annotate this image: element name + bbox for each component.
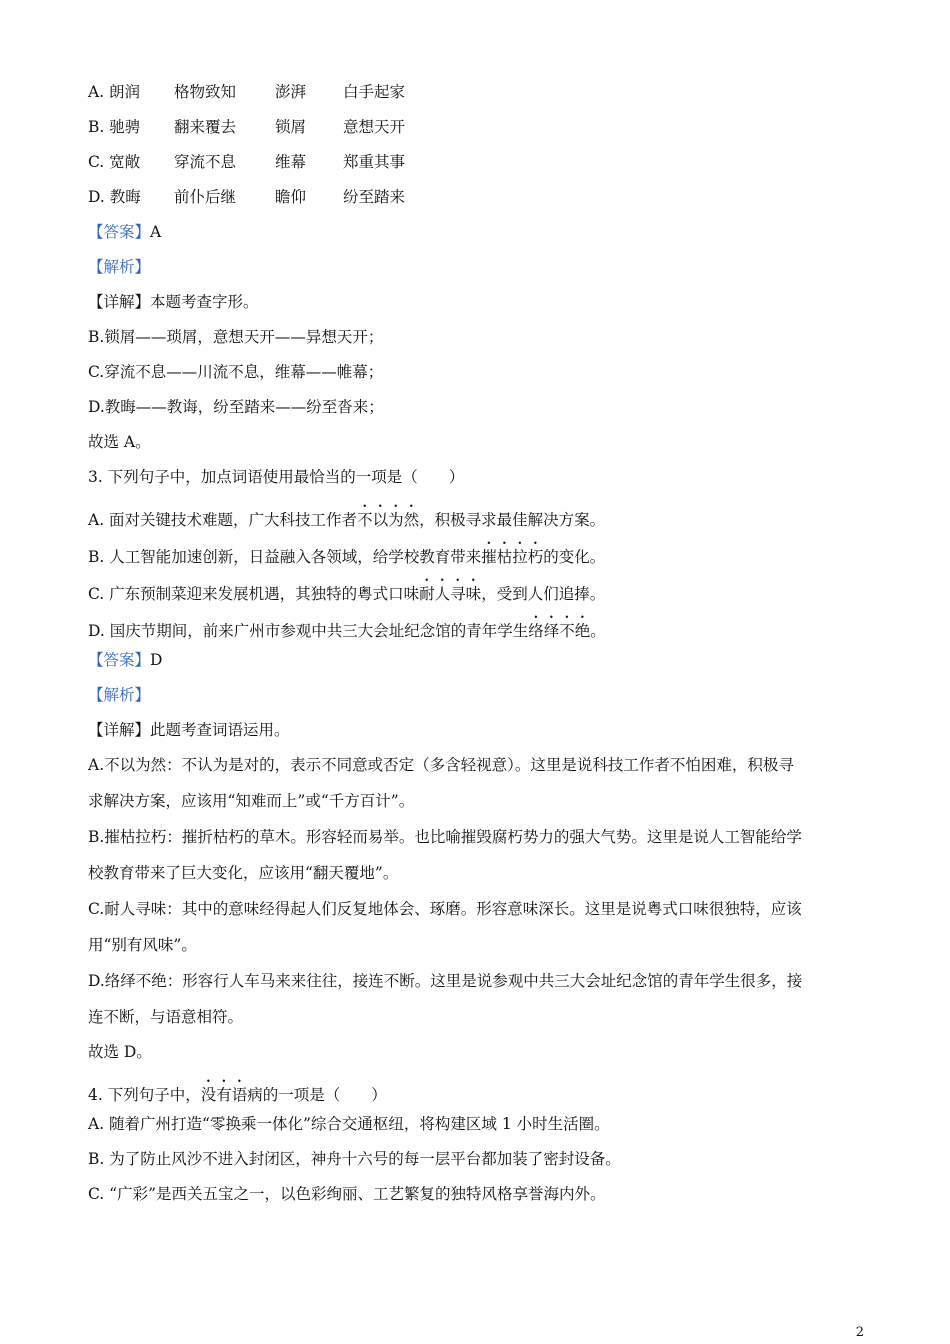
q3-line: C.耐人寻味：其中的意味经得起人们反复地体会、琢磨。形容意味深长。这里是说粤式口味很独特，应该 [88, 900, 802, 918]
q3-option-c [88, 576, 605, 604]
option-word: 瞻仰 [275, 188, 307, 206]
q3-conclusion: 故选 D。 [88, 1043, 152, 1061]
answer-value: A [150, 223, 162, 241]
q4-title [88, 1077, 387, 1105]
q3-line: B.摧枯拉朽：摧折枯朽的草木。形容轻而易举。也比喻摧毁腐朽势力的强大气势。这里是说人工智能给学 [88, 828, 802, 846]
dotted-phrase: 不以为然 [357, 511, 420, 529]
q2-answer [88, 222, 161, 242]
q2-option-a [88, 82, 405, 102]
q3-detail: 【详解】此题考查词语运用。 [88, 721, 290, 739]
q3-line: 校教育带来了巨大变化，应该用“翻天覆地”。 [88, 864, 399, 882]
option-word: 翻来覆去 [174, 118, 237, 136]
option-word: 郑重其事 [343, 153, 406, 171]
answer-value: D [150, 651, 163, 669]
q3-line: 求解决方案，应该用“知难而上”或“千方百计”。 [88, 792, 415, 810]
text: 。 [590, 622, 606, 640]
q4-option-a: A. 随着广州打造“零换乘一体化”综合交通枢纽，将构建区域 1 小时生活圈。 [88, 1115, 610, 1133]
option-word: 意想天开 [343, 118, 406, 136]
q3-line: A.不以为然：不认为是对的，表示不同意或否定（多含轻视意）。这里是说科技工作者不怕困难，积极寻 [88, 756, 794, 774]
text: 4. 下列句子中， [88, 1086, 201, 1104]
q2-line: D.教晦——教诲，纷至踏来——纷至沓来； [88, 398, 384, 416]
answer-tag: 【答案】 [88, 223, 151, 241]
text: D. 国庆节期间，前来广州市参观中共三大会址纪念馆的青年学生 [88, 622, 529, 640]
dotted-phrase: 摧枯拉朽 [481, 548, 544, 566]
q2-analysis-tag: 【解析】 [88, 258, 151, 276]
option-word: 格物致知 [174, 83, 237, 101]
option-label: B. 驰骋 [88, 118, 141, 136]
q2-option-b [88, 117, 405, 137]
q4-option-b: B. 为了防止风沙不进入封闭区，神舟十六号的每一层平台都加装了密封设备。 [88, 1150, 621, 1168]
option-label: A. 朗润 [88, 83, 141, 101]
option-word: 白手起家 [343, 83, 406, 101]
text: B. 人工智能加速创新，日益融入各领域，给学校教育带来 [88, 548, 482, 566]
option-label: D. 教晦 [88, 188, 141, 206]
text: ，积极寻求最佳解决方案。 [419, 511, 606, 529]
q2-line: B.锁屑——琐屑，意想天开——异想天开； [88, 328, 384, 346]
text: A. 面对关键技术难题，广大科技工作者 [88, 511, 358, 529]
option-label: C. 宽敞 [88, 153, 141, 171]
q2-option-c [88, 152, 405, 172]
option-word: 维幕 [275, 153, 307, 171]
q2-option-d [88, 187, 405, 207]
dotted-phrase: 没有语 [200, 1086, 248, 1104]
option-word: 前仆后继 [174, 188, 237, 206]
answer-tag: 【答案】 [88, 651, 151, 669]
text: ，受到人们追捧。 [481, 585, 606, 603]
q3-option-b [88, 539, 605, 567]
q2-detail: 【详解】本题考查字形。 [88, 293, 259, 311]
page-number: 2 [855, 1325, 864, 1340]
q3-answer [88, 650, 162, 670]
q3-option-d [88, 613, 606, 641]
option-word: 澎湃 [275, 83, 307, 101]
q3-line: 用“别有风味”。 [88, 936, 197, 954]
q3-analysis-tag: 【解析】 [88, 686, 151, 704]
q3-option-a [88, 502, 605, 530]
q3-title: 3. 下列句子中，加点词语使用最恰当的一项是（ ） [88, 468, 465, 486]
text: C. 广东预制菜迎来发展机遇，其独特的粤式口味 [88, 585, 420, 603]
q2-conclusion: 故选 A。 [88, 433, 151, 451]
dotted-phrase: 络绎不绝 [528, 622, 591, 640]
q3-line: D.络绎不绝：形容行人车马来来往往，接连不断。这里是说参观中共三大会址纪念馆的青年学生很多，接 [88, 972, 803, 990]
text: 病的一项是（ ） [247, 1086, 387, 1104]
option-word: 穿流不息 [174, 153, 237, 171]
q3-line: 连不断，与语意相符。 [88, 1008, 244, 1026]
option-word: 纷至踏来 [343, 188, 406, 206]
q4-option-c: C. “广彩”是西关五宝之一，以色彩绚丽、工艺繁复的独特风格享誉海内外。 [88, 1185, 606, 1203]
text: 的变化。 [543, 548, 606, 566]
q2-line: C.穿流不息——川流不息，维幕——帷幕； [88, 363, 384, 381]
option-word: 锁屑 [275, 118, 307, 136]
dotted-phrase: 耐人寻味 [419, 585, 482, 603]
